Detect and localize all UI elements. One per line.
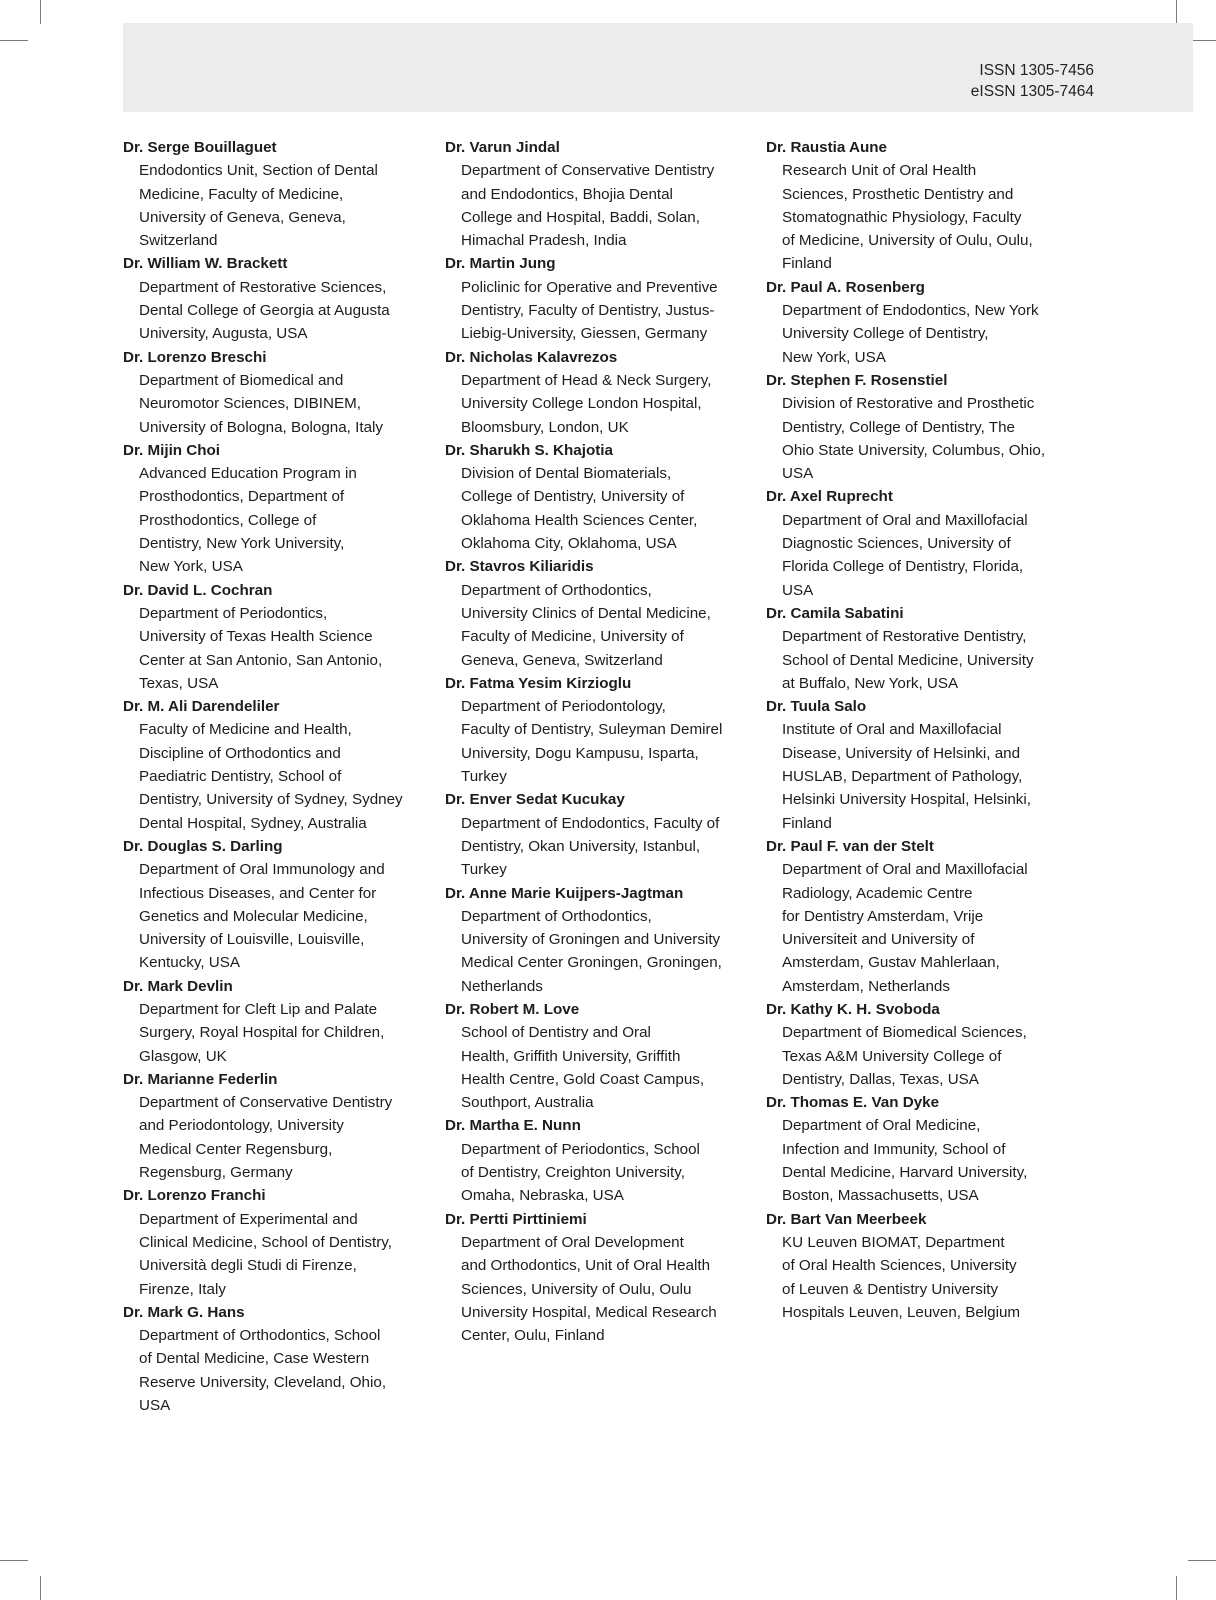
- crop-mark-bottom-right-horizontal: [1188, 1560, 1216, 1561]
- member-name: Dr. Lorenzo Breschi: [123, 348, 267, 366]
- member-name: Dr. Camila Sabatini: [766, 604, 904, 622]
- affiliation-line: Switzerland: [139, 232, 218, 250]
- affiliation-line: School of Dental Medicine, University: [782, 651, 1034, 669]
- affiliation-line: Department of Head & Neck Surgery,: [461, 371, 712, 389]
- affiliation-line: Medical Center Regensburg,: [139, 1140, 333, 1158]
- affiliation-line: Department of Restorative Sciences,: [139, 278, 387, 296]
- member-name: Dr. Paul A. Rosenberg: [766, 278, 925, 296]
- member-name: Dr. Stephen F. Rosenstiel: [766, 371, 948, 389]
- board-member-entry: [766, 1208, 1066, 1324]
- board-member-entry: [123, 136, 423, 252]
- affiliation-line: Department of Oral Development: [461, 1233, 684, 1251]
- affiliation-line: KU Leuven BIOMAT, Department: [782, 1233, 1005, 1251]
- affiliation-line: Department of Oral and Maxillofacial: [782, 861, 1028, 879]
- affiliation-line: University of Geneva, Geneva,: [139, 208, 346, 226]
- affiliation-line: Faculty of Medicine and Health,: [139, 721, 352, 739]
- affiliation-line: and Orthodontics, Unit of Oral Health: [461, 1257, 711, 1275]
- member-name: Dr. Martin Jung: [445, 255, 556, 273]
- board-member-entry: [123, 579, 423, 695]
- affiliation-line: Southport, Australia: [461, 1094, 594, 1112]
- affiliation-line: Medical Center Groningen, Groningen,: [461, 954, 722, 972]
- affiliation-line: Geneva, Geneva, Switzerland: [461, 651, 663, 669]
- affiliation-line: Department for Cleft Lip and Palate: [139, 1000, 378, 1018]
- board-member-entry: [766, 136, 1066, 276]
- affiliation-line: College and Hospital, Baddi, Solan,: [461, 208, 700, 226]
- affiliation-line: University of Louisville, Louisville,: [139, 931, 365, 949]
- board-member-entry: [123, 439, 423, 579]
- board-member-entry: [445, 672, 745, 788]
- board-member-entry: [766, 369, 1066, 485]
- affiliation-line: Prosthodontics, Department of: [139, 488, 345, 506]
- board-member-entry: [123, 835, 423, 975]
- affiliation-line: Disease, University of Helsinki, and: [782, 744, 1021, 762]
- affiliation-line: Oklahoma Health Sciences Center,: [461, 511, 698, 529]
- board-member-entry: [445, 346, 745, 439]
- affiliation-line: Center at San Antonio, San Antonio,: [139, 651, 383, 669]
- affiliation-line: Department of Conservative Dentistry: [139, 1094, 393, 1112]
- affiliation-line: Turkey: [461, 861, 507, 879]
- affiliation-line: Finland: [782, 255, 832, 273]
- affiliation-line: Dentistry, Okan University, Istanbul,: [461, 837, 701, 855]
- affiliation-line: Università degli Studi di Firenze,: [139, 1257, 357, 1275]
- member-name: Dr. Mijin Choi: [123, 441, 221, 459]
- affiliation-line: School of Dentistry and Oral: [461, 1024, 651, 1042]
- affiliation-line: of Medicine, University of Oulu, Oulu,: [782, 232, 1033, 250]
- member-name: Dr. Kathy K. H. Svoboda: [766, 1000, 940, 1018]
- member-name: Dr. Thomas E. Van Dyke: [766, 1094, 940, 1112]
- issn-print: ISSN 1305-7456: [979, 62, 1094, 79]
- affiliation-line: Liebig-University, Giessen, Germany: [461, 325, 708, 343]
- member-name: Dr. Pertti Pirttiniemi: [445, 1210, 587, 1228]
- affiliation-line: Policlinic for Operative and Preventive: [461, 278, 718, 296]
- affiliation-line: Department of Periodontology,: [461, 698, 666, 716]
- affiliation-line: Research Unit of Oral Health: [782, 162, 977, 180]
- member-name: Dr. Douglas S. Darling: [123, 837, 283, 855]
- affiliation-line: Dental Hospital, Sydney, Australia: [139, 814, 367, 832]
- affiliation-line: Neuromotor Sciences, DIBINEM,: [139, 395, 361, 413]
- board-member-entry: [766, 695, 1066, 835]
- board-member-entry: [123, 1301, 423, 1417]
- affiliation-line: HUSLAB, Department of Pathology,: [782, 768, 1023, 786]
- affiliation-line: Department of Restorative Dentistry,: [782, 628, 1027, 646]
- member-name: Dr. Mark Devlin: [123, 977, 233, 995]
- affiliation-line: Dentistry, University of Sydney, Sydney: [139, 791, 403, 809]
- affiliation-line: Division of Restorative and Prosthetic: [782, 395, 1035, 413]
- board-member-entry: [766, 835, 1066, 998]
- board-member-entry: [123, 346, 423, 439]
- affiliation-line: University Clinics of Dental Medicine,: [461, 604, 711, 622]
- member-name: Dr. Paul F. van der Stelt: [766, 837, 934, 855]
- affiliation-line: Oklahoma City, Oklahoma, USA: [461, 535, 677, 553]
- crop-mark-bottom-left-horizontal: [0, 1560, 28, 1561]
- affiliation-line: Health, Griffith University, Griffith: [461, 1047, 681, 1065]
- board-member-entry: [766, 276, 1066, 369]
- affiliation-line: Glasgow, UK: [139, 1047, 227, 1065]
- affiliation-line: of Leuven & Dentistry University: [782, 1280, 999, 1298]
- affiliation-line: Helsinki University Hospital, Helsinki,: [782, 791, 1031, 809]
- affiliation-line: Dentistry, College of Dentistry, The: [782, 418, 1015, 436]
- affiliation-line: Faculty of Medicine, University of: [461, 628, 684, 646]
- board-column-1: [123, 136, 423, 1417]
- affiliation-line: Department of Orthodontics, School: [139, 1327, 381, 1345]
- member-name: Dr. Varun Jindal: [445, 139, 560, 156]
- member-name: Dr. Martha E. Nunn: [445, 1117, 581, 1135]
- affiliation-line: University Hospital, Medical Research: [461, 1303, 717, 1321]
- affiliation-line: University of Groningen and University: [461, 931, 721, 949]
- affiliation-line: Texas A&M University College of: [782, 1047, 1002, 1065]
- affiliation-line: Medicine, Faculty of Medicine,: [139, 185, 344, 203]
- issn-electronic: eISSN 1305-7464: [970, 83, 1094, 100]
- board-column-2: [445, 136, 745, 1347]
- affiliation-line: Division of Dental Biomaterials,: [461, 465, 672, 483]
- member-name: Dr. Enver Sedat Kucukay: [445, 791, 625, 809]
- affiliation-line: Hospitals Leuven, Leuven, Belgium: [782, 1303, 1021, 1321]
- affiliation-line: Department of Oral Immunology and: [139, 861, 385, 879]
- board-member-entry: [123, 1184, 423, 1300]
- crop-mark-bottom-left-vertical: [40, 1576, 41, 1600]
- board-member-entry: [123, 1068, 423, 1184]
- member-name: Dr. Sharukh S. Khajotia: [445, 441, 613, 459]
- member-name: Dr. Robert M. Love: [445, 1000, 580, 1018]
- affiliation-line: Florida College of Dentistry, Florida,: [782, 558, 1024, 576]
- affiliation-line: Bloomsbury, London, UK: [461, 418, 629, 436]
- member-name: Dr. Lorenzo Franchi: [123, 1187, 266, 1205]
- affiliation-line: Kentucky, USA: [139, 954, 241, 972]
- affiliation-line: Dentistry, New York University,: [139, 535, 345, 553]
- affiliation-line: of Oral Health Sciences, University: [782, 1257, 1017, 1275]
- affiliation-line: Clinical Medicine, School of Dentistry,: [139, 1233, 392, 1251]
- affiliation-line: for Dentistry Amsterdam, Vrije: [782, 907, 984, 925]
- crop-mark-top-right-vertical: [1176, 0, 1177, 24]
- affiliation-line: University College of Dentistry,: [782, 325, 989, 343]
- affiliation-line: Department of Biomedical Sciences,: [782, 1024, 1027, 1042]
- affiliation-line: Institute of Oral and Maxillofacial: [782, 721, 1002, 739]
- affiliation-line: Surgery, Royal Hospital for Children,: [139, 1024, 385, 1042]
- affiliation-line: and Endodontics, Bhojia Dental: [461, 185, 673, 203]
- member-name: Dr. Mark G. Hans: [123, 1303, 245, 1321]
- affiliation-line: Department of Oral Medicine,: [782, 1117, 981, 1135]
- board-member-entry: [123, 695, 423, 835]
- board-member-entry: [766, 602, 1066, 695]
- board-member-entry: [445, 788, 745, 881]
- affiliation-line: Department of Endodontics, New York: [782, 302, 1039, 320]
- affiliation-line: Dentistry, Dallas, Texas, USA: [782, 1070, 979, 1088]
- affiliation-line: College of Dentistry, University of: [461, 488, 685, 506]
- affiliation-line: New York, USA: [139, 558, 243, 576]
- affiliation-line: Department of Periodontics, School: [461, 1140, 700, 1158]
- affiliation-line: University, Augusta, USA: [139, 325, 308, 343]
- affiliation-line: Discipline of Orthodontics and: [139, 744, 341, 762]
- affiliation-line: Sciences, Prosthetic Dentistry and: [782, 185, 1014, 203]
- member-name: Dr. William W. Brackett: [123, 255, 288, 273]
- member-name: Dr. Axel Ruprecht: [766, 488, 893, 506]
- board-member-entry: [766, 485, 1066, 601]
- board-member-entry: [445, 882, 745, 998]
- affiliation-line: Texas, USA: [139, 674, 219, 692]
- issn-block: [971, 60, 1094, 102]
- affiliation-line: Department of Orthodontics,: [461, 907, 652, 925]
- affiliation-line: Reserve University, Cleveland, Ohio,: [139, 1373, 387, 1391]
- affiliation-line: New York, USA: [782, 348, 886, 366]
- member-name: Dr. David L. Cochran: [123, 581, 273, 599]
- member-name: Dr. Nicholas Kalavrezos: [445, 348, 618, 366]
- board-column-3: [766, 136, 1066, 1324]
- affiliation-line: Diagnostic Sciences, University of: [782, 535, 1011, 553]
- member-name: Dr. Serge Bouillaguet: [123, 139, 277, 156]
- affiliation-line: Stomatognathic Physiology, Faculty: [782, 208, 1022, 226]
- crop-mark-top-left-horizontal: [0, 40, 28, 41]
- member-name: Dr. Raustia Aune: [766, 139, 887, 156]
- affiliation-line: of Dental Medicine, Case Western: [139, 1350, 370, 1368]
- affiliation-line: Sciences, University of Oulu, Oulu: [461, 1280, 692, 1298]
- affiliation-line: Regensburg, Germany: [139, 1164, 293, 1182]
- board-member-entry: [766, 998, 1066, 1091]
- affiliation-line: at Buffalo, New York, USA: [782, 674, 959, 692]
- member-name: Dr. Anne Marie Kuijpers-Jagtman: [445, 884, 684, 902]
- affiliation-line: USA: [782, 465, 814, 483]
- board-member-entry: [123, 252, 423, 345]
- board-member-entry: [445, 555, 745, 671]
- crop-mark-top-left-vertical: [40, 0, 41, 24]
- affiliation-line: University College London Hospital,: [461, 395, 702, 413]
- board-member-entry: [445, 1208, 745, 1348]
- affiliation-line: Faculty of Dentistry, Suleyman Demirel: [461, 721, 723, 739]
- affiliation-line: Firenze, Italy: [139, 1280, 226, 1298]
- board-member-entry: [766, 1091, 1066, 1207]
- affiliation-line: University, Dogu Kampusu, Isparta,: [461, 744, 699, 762]
- affiliation-line: Department of Conservative Dentistry: [461, 162, 715, 180]
- member-name: Dr. Fatma Yesim Kirzioglu: [445, 674, 632, 692]
- affiliation-line: University of Bologna, Bologna, Italy: [139, 418, 383, 436]
- affiliation-line: Finland: [782, 814, 832, 832]
- affiliation-line: Dental Medicine, Harvard University,: [782, 1164, 1028, 1182]
- affiliation-line: Radiology, Academic Centre: [782, 884, 973, 902]
- affiliation-line: Department of Periodontics,: [139, 604, 328, 622]
- affiliation-line: Center, Oulu, Finland: [461, 1327, 605, 1345]
- affiliation-line: Paediatric Dentistry, School of: [139, 768, 342, 786]
- member-name: Dr. Tuula Salo: [766, 698, 867, 716]
- affiliation-line: Health Centre, Gold Coast Campus,: [461, 1070, 705, 1088]
- affiliation-line: USA: [782, 581, 814, 599]
- affiliation-line: Infectious Diseases, and Center for: [139, 884, 377, 902]
- member-name: Dr. Bart Van Meerbeek: [766, 1210, 927, 1228]
- affiliation-line: Prosthodontics, College of: [139, 511, 317, 529]
- affiliation-line: Department of Biomedical and: [139, 371, 344, 389]
- affiliation-line: Endodontics Unit, Section of Dental: [139, 162, 378, 180]
- board-member-entry: [445, 136, 745, 252]
- affiliation-line: Netherlands: [461, 977, 543, 995]
- affiliation-line: Universiteit and University of: [782, 931, 975, 949]
- board-member-entry: [123, 975, 423, 1068]
- affiliation-line: University of Texas Health Science: [139, 628, 373, 646]
- affiliation-line: Boston, Massachusetts, USA: [782, 1187, 979, 1205]
- affiliation-line: of Dentistry, Creighton University,: [461, 1164, 685, 1182]
- affiliation-line: Advanced Education Program in: [139, 465, 357, 483]
- affiliation-line: Infection and Immunity, School of: [782, 1140, 1006, 1158]
- affiliation-line: Dentistry, Faculty of Dentistry, Justus-: [461, 302, 715, 320]
- affiliation-line: Department of Endodontics, Faculty of: [461, 814, 720, 832]
- affiliation-line: Department of Orthodontics,: [461, 581, 652, 599]
- affiliation-line: Turkey: [461, 768, 507, 786]
- affiliation-line: Omaha, Nebraska, USA: [461, 1187, 624, 1205]
- member-name: Dr. Stavros Kiliaridis: [445, 558, 594, 576]
- affiliation-line: Department of Experimental and: [139, 1210, 358, 1228]
- affiliation-line: Dental College of Georgia at Augusta: [139, 302, 390, 320]
- affiliation-line: Genetics and Molecular Medicine,: [139, 907, 368, 925]
- affiliation-line: Department of Oral and Maxillofacial: [782, 511, 1028, 529]
- member-name: Dr. Marianne Federlin: [123, 1070, 278, 1088]
- affiliation-line: Amsterdam, Netherlands: [782, 977, 950, 995]
- affiliation-line: Amsterdam, Gustav Mahlerlaan,: [782, 954, 1000, 972]
- affiliation-line: USA: [139, 1397, 171, 1415]
- affiliation-line: Himachal Pradesh, India: [461, 232, 627, 250]
- member-name: Dr. M. Ali Darendeliler: [123, 698, 280, 716]
- board-member-entry: [445, 1114, 745, 1207]
- board-member-entry: [445, 439, 745, 555]
- crop-mark-bottom-right-vertical: [1176, 1576, 1177, 1600]
- board-member-entry: [445, 998, 745, 1114]
- board-member-entry: [445, 252, 745, 345]
- affiliation-line: Ohio State University, Columbus, Ohio,: [782, 441, 1046, 459]
- affiliation-line: and Periodontology, University: [139, 1117, 344, 1135]
